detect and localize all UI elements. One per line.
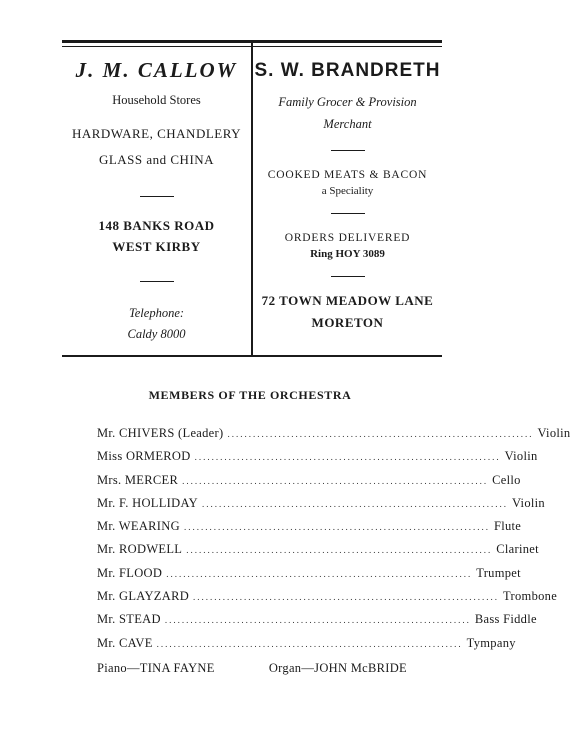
- advert-brandreth-name: S. W. BRANDRETH: [254, 60, 441, 81]
- member-instrument: Tympany: [466, 635, 516, 650]
- member-name: Mr. STEAD: [97, 612, 161, 627]
- dot-leader: ........................................................................: [201, 498, 508, 509]
- member-instrument: Flute: [493, 519, 522, 534]
- advert-callow: [62, 56, 251, 342]
- dot-leader: ........................................................................: [227, 429, 534, 439]
- advert-callow-phone-label: Telephone:: [128, 306, 185, 320]
- member-row: [97, 426, 570, 449]
- advert-brandreth-subtitle1: Family Grocer & Provision: [278, 95, 417, 109]
- advert-brandreth-ring: Ring HOY 3089: [310, 248, 385, 260]
- member-name: Mr. CHIVERS (Leader): [97, 426, 224, 440]
- advert-callow-subtitle: Household Stores: [112, 93, 201, 107]
- member-row: [97, 542, 539, 565]
- member-instrument: Trumpet: [476, 565, 521, 580]
- member-row: [97, 449, 538, 472]
- member-row: [97, 635, 516, 659]
- member-instrument: Bass Fiddle: [474, 612, 537, 627]
- member-row: [97, 495, 545, 519]
- advert-callow-line1: HARDWARE, CHANDLERY: [71, 126, 242, 141]
- orchestra-roster: [97, 426, 570, 676]
- member-name: Mr. F. HOLLIDAY: [97, 495, 198, 510]
- advert-brandreth-dash1: [331, 150, 365, 151]
- member-name: Mr. CAVE: [97, 635, 153, 650]
- member-row: [97, 472, 521, 496]
- advert-callow-dash2: [140, 281, 174, 282]
- member-row: [97, 612, 537, 635]
- advert-brandreth-dash2: [331, 213, 365, 214]
- dot-leader: ........................................................................: [166, 568, 473, 579]
- member-name: Mr. WEARING: [97, 519, 180, 534]
- keyboard-players: [97, 661, 407, 676]
- orchestra-title: MEMBERS OF THE ORCHESTRA: [148, 388, 352, 402]
- member-instrument: Clarinet: [496, 542, 539, 557]
- member-instrument: Cello: [492, 472, 521, 487]
- bottom-rule: [62, 355, 442, 357]
- dot-leader: ........................................................................: [183, 522, 490, 533]
- member-instrument: Violin: [511, 495, 545, 510]
- advert-callow-phone: Caldy 8000: [127, 327, 186, 341]
- advert-brandreth-subtitle2: Merchant: [323, 117, 372, 131]
- advert-brandreth-line2: a Speciality: [321, 185, 374, 197]
- dot-leader: ........................................................................: [186, 545, 493, 556]
- dot-leader: ........................................................................: [156, 638, 463, 649]
- organ-player: Organ—JOHN McBRIDE: [268, 660, 407, 675]
- member-instrument: Violin: [537, 426, 570, 440]
- piano-player: Piano—TINA FAYNE: [97, 660, 215, 675]
- member-instrument: Violin: [504, 449, 538, 464]
- member-name: Mrs. MERCER: [97, 472, 179, 487]
- advert-brandreth-address2: MORETON: [311, 315, 384, 330]
- member-name: Mr. RODWELL: [97, 542, 183, 557]
- member-row: [97, 589, 558, 612]
- advert-callow-address2: WEST KIRBY: [112, 239, 201, 254]
- dot-leader: ........................................................................: [182, 475, 489, 486]
- advert-callow-name: J. M. CALLOW: [75, 58, 238, 82]
- member-name: Mr. GLAYZARD: [97, 589, 190, 604]
- dot-leader: ........................................................................: [194, 452, 501, 463]
- advert-callow-dash1: [140, 196, 174, 197]
- advert-brandreth-dash3: [331, 276, 365, 277]
- advert-brandreth-orders: ORDERS DELIVERED: [284, 232, 411, 244]
- dot-leader: ........................................................................: [164, 615, 471, 626]
- member-row: [97, 519, 522, 542]
- member-row: [97, 565, 521, 589]
- advert-callow-line2: GLASS and CHINA: [98, 152, 215, 167]
- member-name: Miss ORMEROD: [97, 449, 191, 464]
- dot-leader: ........................................................................: [193, 592, 500, 603]
- advert-brandreth-address1: 72 TOWN MEADOW LANE: [261, 293, 434, 308]
- advert-brandreth: [253, 56, 442, 331]
- member-name: Mr. FLOOD: [97, 565, 163, 580]
- advert-callow-address1: 148 BANKS ROAD: [98, 218, 215, 233]
- advert-brandreth-line1: COOKED MEATS & BACON: [267, 169, 428, 181]
- member-instrument: Trombone: [503, 589, 558, 604]
